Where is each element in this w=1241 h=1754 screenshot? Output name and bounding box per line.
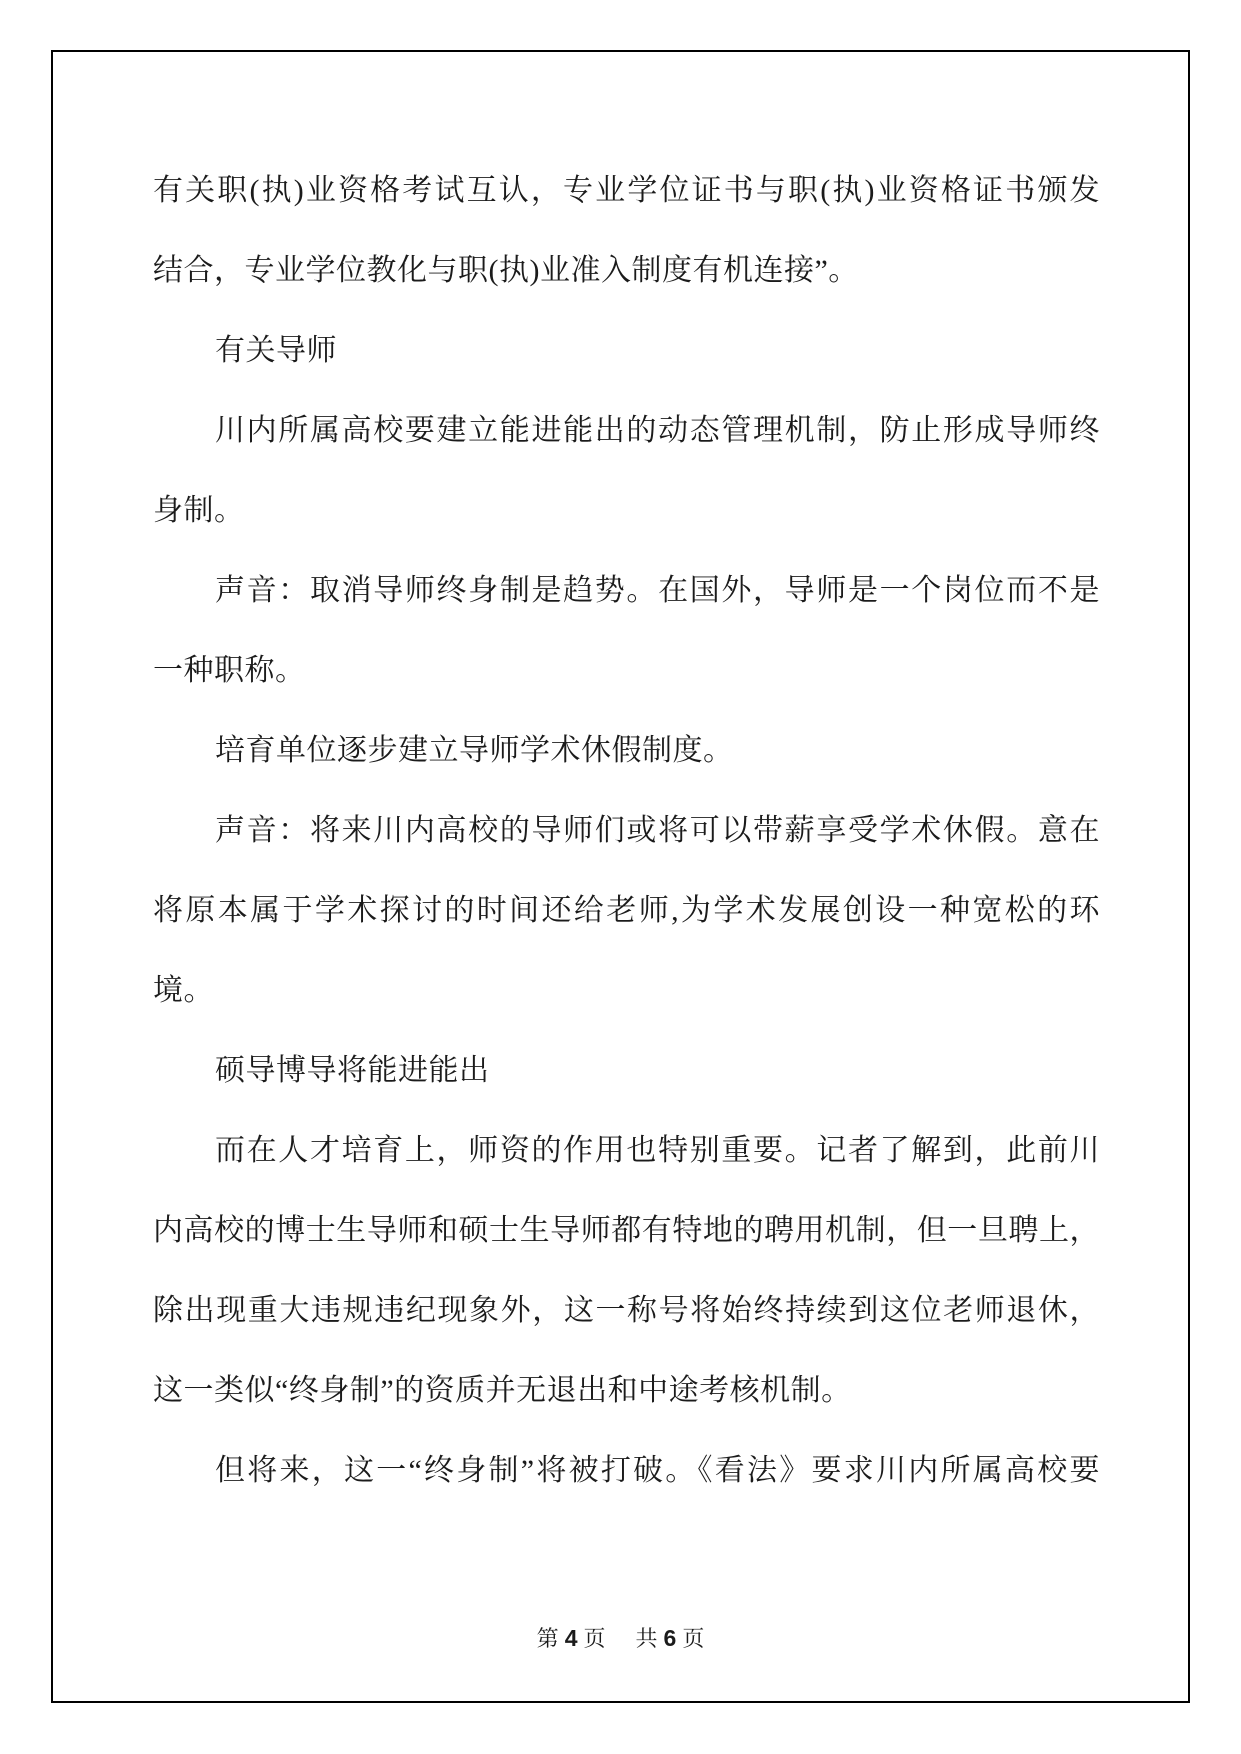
document-body — [153, 151, 1100, 1511]
text-line: 境。 — [153, 974, 214, 1007]
text-line: 内高校的博士生导师和硕士生导师都有特地的聘用机制，但一旦聘上， — [153, 1214, 1100, 1247]
text-line: 除出现重大违规违纪现象外，这一称号将始终持续到这位老师退休， — [153, 1294, 1100, 1327]
text-line: 有关导师 — [215, 334, 337, 367]
text-line: 一种职称。 — [153, 654, 306, 687]
text-line: 将原本属于学术探讨的时间还给老师,为学术发展创设一种宽松的环 — [153, 894, 1100, 927]
page-footer — [0, 1622, 1241, 1653]
text-line: 川内所属高校要建立能进能出的动态管理机制，防止形成导师终 — [215, 414, 1100, 447]
text-line: 身制。 — [153, 494, 245, 527]
footer-page-number: 4 — [564, 1625, 578, 1651]
text-line: 声音：将来川内高校的导师们或将可以带薪享受学术休假。意在 — [215, 814, 1100, 847]
text-line: 声音：取消导师终身制是趋势。在国外，导师是一个岗位而不是 — [215, 574, 1100, 607]
footer-total-number: 6 — [663, 1625, 677, 1651]
footer-total-prefix: 共 — [635, 1626, 658, 1651]
footer-total-unit: 页 — [682, 1626, 705, 1651]
text-line: 而在人才培育上，师资的作用也特别重要。记者了解到，此前川 — [215, 1134, 1100, 1167]
text-line: 培育单位逐步建立导师学术休假制度。 — [215, 734, 734, 767]
footer-page-unit: 页 — [583, 1626, 606, 1651]
footer-page-prefix: 第 — [536, 1626, 559, 1651]
text-line: 硕导博导将能进能出 — [215, 1054, 490, 1087]
text-line: 有关职(执)业资格考试互认，专业学位证书与职(执)业资格证书颁发 — [153, 174, 1100, 207]
text-line: 结合，专业学位教化与职(执)业准入制度有机连接”。 — [153, 254, 859, 287]
text-line: 但将来，这一“终身制”将被打破。《看法》要求川内所属高校要 — [215, 1454, 1100, 1487]
text-line: 这一类似“终身制”的资质并无退出和中途考核机制。 — [153, 1374, 852, 1407]
